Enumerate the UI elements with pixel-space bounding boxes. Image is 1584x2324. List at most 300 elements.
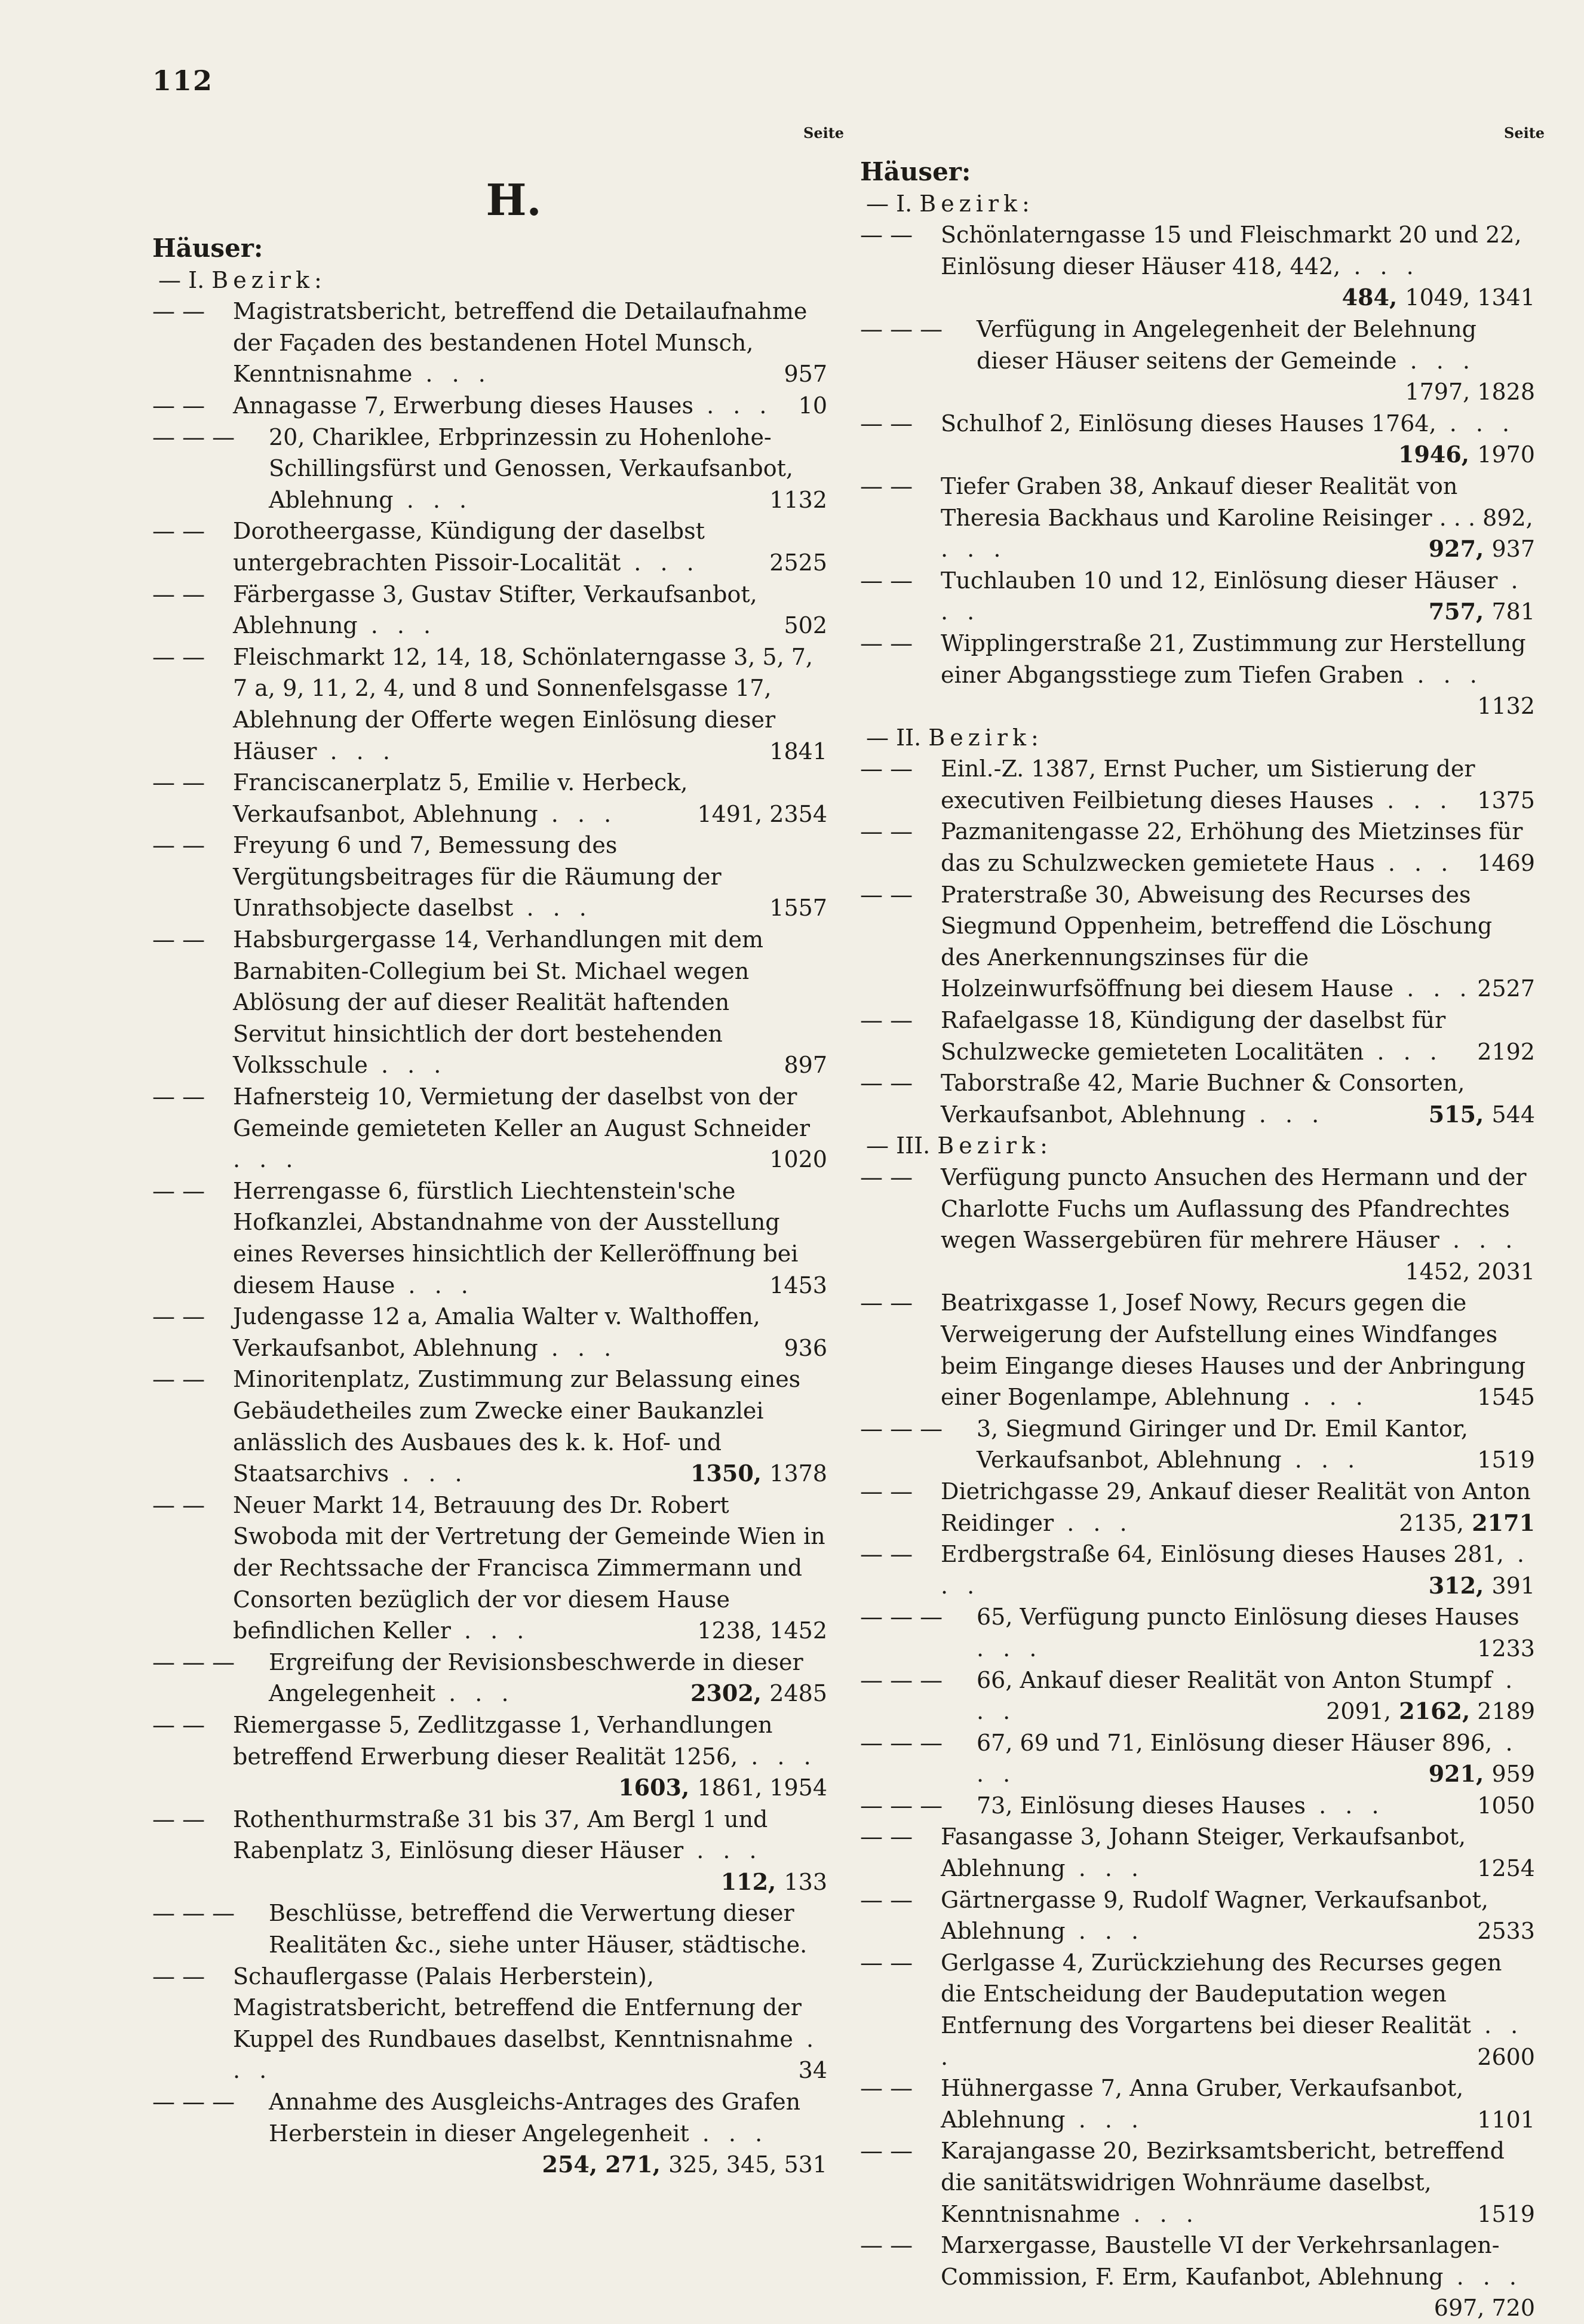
entry-text: Hühnergasse 7, Anna Gruber, Verkaufsanbot, Ablehnung xyxy=(941,2075,1464,2133)
entry-dash: — — xyxy=(860,222,913,248)
entry-pages xyxy=(784,1333,827,1364)
entry-leader: . . . xyxy=(1364,1038,1443,1065)
entry-text: Schauflergasse (Palais Herberstein), Magistratsbericht, betreffend die Entfernung der Kuppel des Rundbaues daselbst, Kenntnisnahme xyxy=(233,1963,802,2052)
entry-text: Annagasse 7, Erwerbung dieses Hauses xyxy=(233,392,693,419)
entry-pages xyxy=(618,1772,827,1804)
entry-pages xyxy=(721,1866,827,1898)
district-label: Bezirk: xyxy=(928,724,1043,751)
entry-pages xyxy=(1429,1758,1535,1790)
entry-pages-bold: 312, xyxy=(1428,1571,1492,1599)
entry-pages-value: 1254 xyxy=(1477,1855,1535,1882)
entry-text: Schulhof 2, Einlösung dieses Hauses 1764, xyxy=(941,410,1436,437)
entry-pages-bold: 484, xyxy=(1342,284,1405,311)
entry-text: Rafaelgasse 18, Kündigung der daselbst für Schulzwecke gemieteten Localitäten xyxy=(941,1007,1446,1065)
entry-pages xyxy=(1477,1444,1535,1476)
index-entry xyxy=(152,579,827,641)
entry-leader: . . . xyxy=(233,2025,820,2084)
entry-leader: . . . xyxy=(450,1617,530,1644)
entry-dash: — — xyxy=(860,2138,913,2165)
entry-pages xyxy=(1434,2292,1535,2324)
entry-dash: — — xyxy=(152,581,205,607)
entry-body xyxy=(152,1175,827,1301)
entry-pages-value: 1545 xyxy=(1477,1384,1535,1411)
entry-pages-bold: 2302, xyxy=(690,1680,770,1707)
entry-leader: . . . xyxy=(1281,1447,1361,1473)
entry-pages-value: 1050 xyxy=(1477,1792,1535,1819)
entry-body xyxy=(152,830,827,924)
entry-pages xyxy=(799,390,827,422)
entry-text: Tuchlauben 10 und 12, Einlösung dieser Häuser xyxy=(941,567,1498,594)
right-heading: Häuser: xyxy=(860,157,971,186)
entry-leader: . . . xyxy=(538,1334,618,1361)
right-district-heading xyxy=(860,722,1535,754)
entry-body xyxy=(152,1490,827,1647)
entry-dash: — — xyxy=(860,1164,913,1190)
index-entry xyxy=(152,390,827,422)
entry-body xyxy=(152,1709,827,1804)
left-heading: Häuser: xyxy=(152,234,263,263)
entry-pages-value: 34 xyxy=(798,2057,827,2084)
index-entry xyxy=(860,471,1535,565)
entry-pages-value: 1132 xyxy=(1477,693,1535,720)
entry-pages-value: 10 xyxy=(798,392,827,419)
index-entry xyxy=(152,1364,827,1489)
entry-pages xyxy=(1326,1696,1535,1727)
index-entry xyxy=(860,2073,1535,2135)
entry-text: 67, 69 und 71, Einlösung dieser Häuser 896, xyxy=(977,1729,1493,1756)
index-entry xyxy=(860,1947,1535,2073)
entry-pages xyxy=(1398,439,1535,471)
entry-pages-bold: 2162, xyxy=(1390,1697,1471,1725)
entry-leader: . . . xyxy=(1120,2200,1199,2227)
index-entry xyxy=(860,879,1535,1005)
entry-leader: . . . xyxy=(683,1837,763,1864)
entry-dash: — — xyxy=(860,756,913,782)
entry-text: Verfügung in Angelegenheit der Belehnung dieser Häuser seitens der Gemeinde xyxy=(977,315,1476,374)
entry-pages-value: 133 xyxy=(784,1868,827,1895)
entry-leader: . . . xyxy=(1054,1509,1133,1536)
entry-pages xyxy=(1477,1381,1535,1413)
entry-text: 3, Siegmund Giringer und Dr. Emil Kantor, Verkaufsanbot, Ablehnung xyxy=(977,1415,1468,1473)
entry-pages-value: 1557 xyxy=(769,895,827,922)
entry-dash: — — — xyxy=(152,1648,235,1675)
entry-leader: . . . xyxy=(1065,1918,1145,1945)
entry-dash: — — xyxy=(152,1177,205,1204)
entry-text: Gerlgasse 4, Zurückziehung des Recurses gegen die Entscheidung der Baudeputation wegen Entfernung des Vorgartens bei dieser Realität xyxy=(941,1949,1502,2039)
index-entry xyxy=(860,2230,1535,2324)
entry-pages xyxy=(1477,1036,1535,1068)
entry-leader: . . . xyxy=(1439,1227,1519,1254)
entry-body xyxy=(152,924,827,1081)
entry-text: Habsburgergasse 14, Verhandlungen mit dem Barnabiten-Collegium bei St. Michael wegen Ablösung der auf dieser Realität haftenden Servitut hinsichtlich der dort bestehenden Volksschule xyxy=(233,926,764,1079)
entry-dash: — — xyxy=(860,1007,913,1034)
index-entry xyxy=(860,1005,1535,1067)
entry-body xyxy=(860,2073,1535,2135)
entry-pages-bold: 2171 xyxy=(1464,1509,1535,1536)
entry-pages xyxy=(1477,1633,1535,1665)
entry-text: Beatrixgasse 1, Josef Nowy, Recurs gegen die Verweigerung der Aufstellung eines Windfanges beim Eingange dieses Hauses und der Anbringung einer Bogenlampe, Ablehnung xyxy=(941,1290,1526,1411)
entry-dash: — — xyxy=(860,1541,913,1568)
entry-leader: . . . xyxy=(693,392,773,419)
entry-leader: . . . xyxy=(389,1460,468,1487)
entry-pages xyxy=(1477,2104,1535,2136)
entry-dash: — — xyxy=(860,567,913,594)
entry-dash: — — xyxy=(152,1963,205,1990)
entry-dash: — — — xyxy=(152,2089,235,2116)
entry-leader: . . . xyxy=(1306,1792,1385,1819)
entry-dash: — — — xyxy=(152,1900,235,1927)
index-entry xyxy=(860,314,1535,408)
entry-pages xyxy=(1477,1915,1535,1947)
entry-body xyxy=(152,1364,827,1489)
index-entry xyxy=(152,1898,827,1960)
left-district-heading: — I. Bezirk: xyxy=(158,266,327,293)
entry-pages xyxy=(1342,282,1535,314)
index-entry xyxy=(860,1601,1535,1664)
entry-body xyxy=(860,219,1535,314)
index-entry xyxy=(152,641,827,767)
entry-dash: — — xyxy=(152,298,205,325)
entry-leader: . . . xyxy=(1404,661,1483,688)
entry-pages xyxy=(769,736,827,767)
index-entry xyxy=(152,1175,827,1301)
index-entry xyxy=(152,1647,827,1709)
entry-pages xyxy=(1477,785,1535,816)
entry-pages-bold: 515, xyxy=(1428,1100,1492,1128)
entry-dash: — — — xyxy=(860,1415,943,1442)
entry-pages-value: 697, 720 xyxy=(1433,2295,1535,2322)
entry-dash: — — xyxy=(860,1290,913,1316)
entry-pages-value: 1132 xyxy=(769,486,827,513)
index-entry xyxy=(860,1665,1535,1727)
entry-pages-bold: 254, 271, xyxy=(542,2151,669,2178)
entry-leader: . . . xyxy=(1436,410,1516,437)
entry-dash: — — xyxy=(860,2075,913,2102)
entry-leader: . . . xyxy=(435,1680,515,1707)
index-entry xyxy=(152,422,827,516)
entry-pages-value: 959 xyxy=(1491,1761,1535,1788)
index-entry xyxy=(152,1804,827,1898)
entry-pages-value: 1378 xyxy=(769,1460,827,1487)
entry-text: Karajangasse 20, Bezirksamtsbericht, betreffend die sanitätswidrigen Wohnräume daselbst, Kenntnisnahme xyxy=(941,2138,1505,2227)
entry-text: Judengasse 12 a, Amalia Walter v. Walthoffen, Verkaufsanbot, Ablehnung xyxy=(233,1303,760,1361)
index-entry xyxy=(152,767,827,830)
index-entry xyxy=(860,753,1535,816)
entry-dash: — — xyxy=(152,1083,205,1110)
section-letter: H. xyxy=(486,174,542,225)
district-dash: — xyxy=(866,1132,897,1159)
entry-pages-value: 2189 xyxy=(1470,1698,1535,1725)
entry-text: Minoritenplatz, Zustimmung zur Belassung eines Gebäudetheiles zum Zwecke einer Baukanzlei anlässlich des Ausbaues des k. k. Hof- und Staatsarchivs xyxy=(233,1366,801,1487)
entry-leader: . . . xyxy=(689,2120,769,2147)
entry-pages xyxy=(1405,1256,1535,1288)
entry-text: Gärtnergasse 9, Rudolf Wagner, Verkaufsanbot, Ablehnung xyxy=(941,1886,1488,1945)
entry-pages xyxy=(784,358,827,390)
index-entry xyxy=(860,1413,1535,1476)
entry-pages-value: 1049, 1341 xyxy=(1405,284,1535,311)
entry-leader: . . . xyxy=(1245,1101,1325,1128)
entry-pages-value: 2533 xyxy=(1477,1918,1535,1945)
index-entry xyxy=(860,219,1535,314)
entry-pages-value: 325, 345, 531 xyxy=(668,2151,827,2178)
index-entry xyxy=(860,408,1535,471)
entry-pages xyxy=(1429,1570,1535,1602)
entry-body xyxy=(860,2135,1535,2230)
right-district-heading xyxy=(860,188,1535,220)
entry-body xyxy=(860,879,1535,1005)
column-header-seite-left: Seite xyxy=(803,124,845,142)
district-dash: — xyxy=(866,190,897,217)
page-number: 112 xyxy=(152,65,214,97)
entry-dash: — — xyxy=(152,518,205,545)
entry-body xyxy=(860,1476,1535,1539)
entry-leader: . . . xyxy=(1290,1384,1369,1411)
entry-body xyxy=(860,408,1535,471)
entry-pages-value: 391 xyxy=(1491,1572,1535,1599)
entry-leader: . . . xyxy=(1374,850,1454,877)
entry-pages xyxy=(542,2149,827,2181)
entry-text: 66, Ankauf dieser Realität von Anton Stumpf xyxy=(977,1666,1492,1693)
entry-leader: . . . xyxy=(1393,975,1473,1002)
index-entry xyxy=(860,1162,1535,1287)
district-roman: II. xyxy=(896,724,929,751)
right-districts-list xyxy=(860,188,1535,2324)
index-entry xyxy=(860,1727,1535,1790)
entry-pages-bold: 1603, xyxy=(618,1774,698,1801)
entry-leader: . . . xyxy=(233,1146,299,1173)
entry-pages-value: 1469 xyxy=(1477,850,1535,877)
index-entry xyxy=(860,2135,1535,2230)
entry-text: 73, Einlösung dieses Hauses xyxy=(977,1792,1306,1819)
entry-leader: . . . xyxy=(977,1635,1043,1662)
entry-text: Rothenthurmstraße 31 bis 37, Am Bergl 1 und Rabenplatz 3, Einlösung dieser Häuser xyxy=(233,1806,768,1864)
entry-text: Herrengasse 6, fürstlich Liechtenstein'sche Hofkanzlei, Abstandnahme von der Ausstellung eines Reverses hinsichtlich der Kelleröffnung bei diesem Hause xyxy=(233,1177,799,1298)
entry-text: Freyung 6 und 7, Bemessung des Vergütungsbeitrages für die Räumung der Unrathsobjecte daselbst xyxy=(233,832,722,922)
entry-pages xyxy=(1405,376,1535,408)
entry-dash: — — — xyxy=(860,1604,943,1631)
district-label: Bezirk: xyxy=(919,190,1034,217)
entry-text: Fleischmarkt 12, 14, 18, Schönlaterngasse 3, 5, 7, 7 a, 9, 11, 2, 4, und 8 und Sonnenfelsgasse 17, Ablehnung der Offerte wegen Einlösung dieser Häuser xyxy=(233,643,814,765)
entry-pages xyxy=(1429,1099,1535,1131)
entry-text: Magistratsbericht, betreffend die Detailaufnahme der Façaden des bestandenen Hotel Munsch, Kenntnisnahme xyxy=(233,298,808,388)
district-roman: I. xyxy=(896,190,920,217)
entry-text: Einl.-Z. 1387, Ernst Pucher, um Sistierung der executiven Feilbietung dieses Hauses xyxy=(941,756,1475,813)
entry-body xyxy=(860,1947,1535,2073)
entry-body xyxy=(152,1804,827,1898)
entry-text: Pazmanitengasse 22, Erhöhung des Mietzinses für das zu Schulzwecken gemietete Haus xyxy=(941,818,1523,877)
entry-pages-value: 1841 xyxy=(769,738,827,765)
entry-pages-value: 1101 xyxy=(1477,2106,1535,2133)
entry-pages xyxy=(1477,848,1535,879)
entry-pages xyxy=(784,1049,827,1081)
entry-pages-value: 1519 xyxy=(1477,2200,1535,2227)
entry-leader: . . . xyxy=(1396,347,1476,374)
entry-pages-value: 1020 xyxy=(769,1146,827,1173)
entry-leader: . . . xyxy=(941,567,1524,625)
entry-pages-bold: 1350, xyxy=(690,1460,770,1487)
entry-text: 20, Chariklee, Erbprinzessin zu Hohenlohe-Schillingsfürst und Genossen, Verkaufsanbot, Ablehnung xyxy=(269,423,793,513)
entry-dash: — — xyxy=(860,2232,913,2259)
entry-pages-value: 1861, 1954 xyxy=(697,1775,827,1801)
entry-dash: — — xyxy=(860,1070,913,1097)
entry-pages-value: 957 xyxy=(784,361,827,388)
entry-text: 65, Verfügung puncto Einlösung dieses Hauses xyxy=(977,1604,1519,1631)
index-entry xyxy=(152,1081,827,1175)
index-entry xyxy=(152,515,827,578)
entry-text: Taborstraße 42, Marie Buchner & Consorten, Verkaufsanbot, Ablehnung xyxy=(941,1070,1465,1128)
right-column xyxy=(860,156,1535,2324)
index-entry xyxy=(152,924,827,1081)
entry-text: Verfügung puncto Ansuchen des Hermann und der Charlotte Fuchs um Auflassung des Pfandrechtes wegen Wassergebüren für mehrere Häuser xyxy=(941,1164,1527,1254)
entry-pages-value: 781 xyxy=(1491,598,1535,625)
entry-text: Schönlaterngasse 15 und Fleischmarkt 20 und 22, Einlösung dieser Häuser 418, 442, xyxy=(941,222,1522,280)
entry-pages xyxy=(769,1144,827,1175)
entry-pages-value: 897 xyxy=(784,1052,827,1079)
entry-body xyxy=(152,1961,827,2086)
entry-dash: — — — xyxy=(152,423,235,450)
entry-pages xyxy=(799,2055,827,2086)
entry-pages xyxy=(1477,973,1535,1005)
entry-text: Fasangasse 3, Johann Steiger, Verkaufsanbot, Ablehnung xyxy=(941,1823,1466,1882)
entry-pages xyxy=(1399,1508,1535,1539)
entry-leader: . . . xyxy=(1065,1855,1145,1882)
entry-pages-bold: 921, xyxy=(1428,1760,1492,1788)
entry-dash: — — xyxy=(860,472,913,499)
entry-pages-value: 2485 xyxy=(769,1680,827,1707)
entry-pages-value: 2600 xyxy=(1477,2043,1535,2070)
entry-body xyxy=(860,628,1535,722)
entry-body xyxy=(860,1539,1535,1601)
entry-pages-value: 1452, 2031 xyxy=(1405,1258,1535,1285)
index-entry xyxy=(152,2086,827,2181)
index-entry xyxy=(860,1476,1535,1539)
entry-leader: . . . xyxy=(977,1729,1519,1788)
index-entry xyxy=(860,628,1535,722)
entry-body xyxy=(860,816,1535,879)
entry-text: Annahme des Ausgleichs-Antrages des Grafen Herberstein in dieser Angelegenheit xyxy=(269,2089,801,2147)
entry-dash: — — xyxy=(860,818,913,845)
entry-pages-value: 1233 xyxy=(1477,1635,1535,1662)
entry-leader: . . . xyxy=(1374,787,1453,813)
index-entry xyxy=(860,1067,1535,1130)
entry-text: Erdbergstraße 64, Einlösung dieses Hauses 281, xyxy=(941,1541,1504,1568)
entry-pages-value: 2525 xyxy=(769,549,827,576)
entry-pages xyxy=(697,1615,827,1647)
entry-pages-value: 1238, 1452 xyxy=(697,1617,827,1644)
entry-dash: — — xyxy=(152,1806,205,1832)
entry-body xyxy=(152,296,827,390)
entry-dash: — — xyxy=(152,392,205,419)
entry-leader: . . . xyxy=(357,612,437,639)
entry-text: Färbergasse 3, Gustav Stifter, Verkaufsanbot, Ablehnung xyxy=(233,581,757,639)
entry-pages-value: 1970 xyxy=(1477,441,1535,468)
right-district-heading xyxy=(860,1130,1535,1162)
entry-pages xyxy=(769,1270,827,1301)
entry-dash: — — xyxy=(860,881,913,908)
entry-text: Hafnersteig 10, Vermietung der daselbst von der Gemeinde gemieteten Keller an August Schneider xyxy=(233,1083,810,1141)
index-entry xyxy=(860,1790,1535,1822)
entry-body xyxy=(152,641,827,767)
entry-pages-value: 1375 xyxy=(1477,787,1535,813)
entry-leader: . . . xyxy=(513,895,593,922)
entry-dash: — — — xyxy=(860,1729,943,1756)
entry-dash: — — xyxy=(152,1491,205,1518)
entry-leader: . . . xyxy=(941,536,1007,563)
index-entry xyxy=(152,1709,827,1804)
entry-pages-value: 2192 xyxy=(1477,1038,1535,1065)
entry-leader: . . . xyxy=(1065,2106,1145,2133)
entry-pages-bold: 757, xyxy=(1428,598,1492,625)
entry-leader: . . . xyxy=(621,549,700,576)
entry-leader: . . . xyxy=(977,1666,1519,1725)
entry-dash: — — — xyxy=(860,1666,943,1693)
entry-dash: — — xyxy=(152,769,205,796)
entry-pages xyxy=(784,610,827,641)
entry-body xyxy=(152,1301,827,1364)
entry-dash: — — xyxy=(152,926,205,953)
entry-dash: — — xyxy=(860,1949,913,1976)
entry-pages-value: 937 xyxy=(1491,536,1535,563)
entry-leader: . . . xyxy=(941,2012,1524,2070)
index-entry xyxy=(860,1287,1535,1413)
entry-pages-value: 2091, xyxy=(1326,1698,1391,1725)
entry-dash: — — xyxy=(860,1886,913,1913)
entry-leader: . . . xyxy=(367,1052,447,1079)
entry-pages-value: 1491, 2354 xyxy=(697,800,827,827)
entry-text: Dietrichgasse 29, Ankauf dieser Realität von Anton Reidinger xyxy=(941,1478,1531,1536)
entry-text: Praterstraße 30, Abweisung des Recurses des Siegmund Oppenheim, betreffend die Löschung des Anerkennungszinses für die Holzeinwurfsöffnung bei diesem Hause xyxy=(941,881,1493,1002)
entry-pages-value: 2527 xyxy=(1477,975,1535,1002)
entry-leader: . . . xyxy=(1340,253,1420,280)
entry-dash: — — xyxy=(860,1823,913,1850)
entry-leader: . . . xyxy=(738,1743,817,1770)
entry-body xyxy=(152,579,827,641)
entry-text: Marxergasse, Baustelle VI der Verkehrsanlagen-Commission, F. Erm, Kaufanbot, Ablehnung xyxy=(941,2232,1500,2290)
entry-pages xyxy=(1477,1853,1535,1884)
entry-text: Dorotheergasse, Kündigung der daselbst untergebrachten Pissoir-Localität xyxy=(233,518,705,576)
index-entry xyxy=(152,1961,827,2086)
entry-pages xyxy=(1477,2041,1535,2073)
entry-body xyxy=(860,471,1535,565)
entry-body xyxy=(860,1884,1535,1947)
entry-dash: — — xyxy=(860,1478,913,1505)
entry-leader: . . . xyxy=(395,1272,474,1298)
entry-pages xyxy=(1429,533,1535,565)
entry-text: Wipplingerstraße 21, Zustimmung zur Herstellung einer Abgangsstiege zum Tiefen Graben xyxy=(941,630,1526,688)
entry-pages-value: 544 xyxy=(1491,1101,1535,1128)
left-column xyxy=(152,167,827,2181)
district-dash: — xyxy=(866,724,897,751)
entry-dash: — — — xyxy=(860,315,943,342)
entry-pages xyxy=(769,547,827,579)
entry-dash: — — xyxy=(152,832,205,859)
index-entry xyxy=(152,1490,827,1647)
entry-pages xyxy=(1429,596,1535,628)
entry-pages-bold: 1946, xyxy=(1398,441,1478,468)
entry-pages-value: 1519 xyxy=(1477,1447,1535,1473)
district-label: Bezirk: xyxy=(937,1132,1052,1159)
entry-leader: . . . xyxy=(1443,2263,1522,2290)
entry-leader: . . . xyxy=(941,1541,1530,1599)
entry-leader: . . . xyxy=(393,486,473,513)
entry-body xyxy=(860,1821,1535,1884)
index-entry xyxy=(860,1884,1535,1947)
entry-body xyxy=(152,390,827,422)
index-entry xyxy=(860,1821,1535,1884)
entry-dash: — — xyxy=(152,1303,205,1330)
entry-dash: — — xyxy=(152,1711,205,1738)
entry-pages-value: 1453 xyxy=(769,1272,827,1298)
